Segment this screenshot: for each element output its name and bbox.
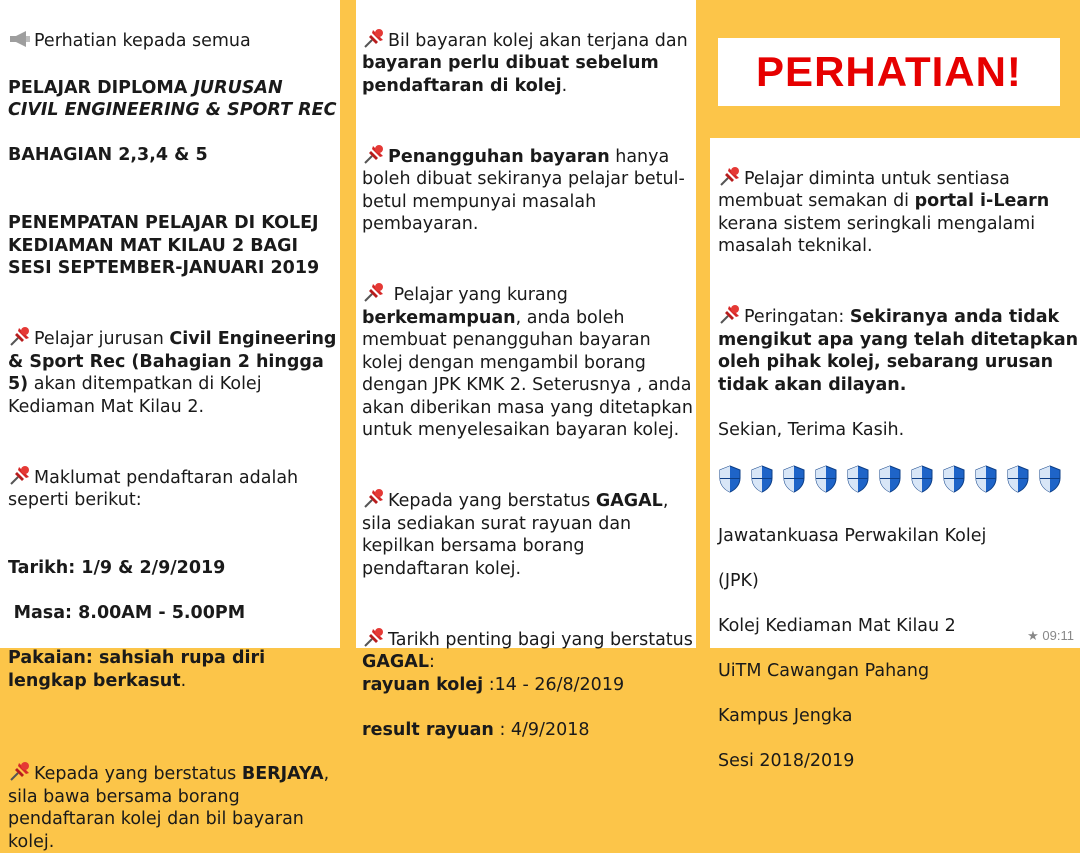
title-text: PERHATIAN!	[756, 48, 1022, 96]
p3-a: Pelajar yang kurang	[388, 285, 568, 305]
p1-b: bayaran perlu dibuat sebelum pendaftaran di kolej	[362, 53, 659, 96]
pushpin-icon	[8, 464, 32, 486]
rayuan-label: rayuan kolej	[362, 675, 483, 695]
p5-a: Tarikh penting bagi yang berstatus	[388, 630, 693, 650]
shield-icon	[974, 465, 998, 493]
p3-a: Kepada yang berstatus	[34, 764, 242, 784]
paragraph-5	[362, 603, 696, 764]
pushpin-icon	[362, 143, 386, 165]
paragraph-2	[8, 441, 340, 512]
masa-value: : 8.00AM - 5.00PM	[65, 603, 245, 623]
signature-block	[718, 503, 1080, 796]
message-column-3	[710, 138, 1080, 648]
sig-line-2: (JPK)	[718, 570, 1080, 593]
star-icon: ★	[1027, 628, 1039, 643]
p3-b: BERJAYA	[242, 764, 324, 784]
paragraph-2	[362, 120, 696, 236]
p1-b: portal i-Learn	[915, 191, 1050, 211]
pushpin-icon	[362, 281, 386, 303]
sig-line-1: Jawatankuasa Perwakilan Kolej	[718, 525, 1080, 548]
p4-a: Kepada yang berstatus	[388, 491, 596, 511]
shield-icon	[814, 465, 838, 493]
closing-text: Sekian, Terima Kasih.	[718, 419, 1080, 442]
p4-b: GAGAL	[596, 491, 663, 511]
pakaian-label: Pakaian	[8, 648, 86, 668]
shield-icon	[846, 465, 870, 493]
timestamp-text: 09:11	[1042, 628, 1074, 643]
paragraph-1	[8, 303, 340, 419]
headline-1-c: CIVIL ENGINEERING & SPORT REC	[8, 99, 340, 122]
pushpin-icon	[362, 27, 386, 49]
result-value: : 4/9/2018	[494, 720, 590, 740]
message-timestamp	[1027, 628, 1074, 644]
pushpin-icon	[718, 165, 742, 187]
pakaian-value: : sahsiah rupa diri lengkap berkasut	[8, 648, 265, 691]
paragraph-3	[362, 259, 696, 442]
p1-a: Bil bayaran kolej akan terjana dan	[388, 31, 688, 51]
shield-icon	[718, 465, 742, 493]
headline-2: PENEMPATAN PELAJAR DI KOLEJ KEDIAMAN MAT KILAU 2 BAGI SESI SEPTEMBER-JANUARI 2019	[8, 212, 340, 280]
intro-text: Perhatian kepada semua	[34, 31, 251, 51]
shield-icon	[878, 465, 902, 493]
p1-c: akan ditempatkan di Kolej Kediaman Mat Kilau 2.	[8, 374, 262, 417]
paragraph-1	[718, 142, 1080, 258]
pushpin-icon	[362, 487, 386, 509]
title-banner	[718, 38, 1060, 106]
pushpin-icon	[8, 325, 32, 347]
tarikh-value: : 1/9 & 2/9/2019	[68, 558, 225, 578]
p1-b: Civil Engineering & Sport Rec (Bahagian 2 hingga 5)	[8, 329, 336, 394]
intro-line	[8, 6, 340, 52]
shield-row	[718, 465, 1080, 493]
tarikh-label: Tarikh	[8, 558, 68, 578]
headline-1	[8, 54, 340, 189]
rayuan-value: :14 - 26/8/2019	[483, 675, 624, 695]
p1-c: kerana sistem seringkali mengalami masalah teknikal.	[718, 214, 1035, 257]
headline-1-d: BAHAGIAN 2,3,4 & 5	[8, 144, 340, 167]
p1-c: .	[562, 76, 568, 96]
megaphone-icon	[8, 29, 32, 49]
p2-text: Maklumat pendaftaran adalah seperti berikut:	[8, 468, 298, 511]
masa-label: Masa	[14, 603, 65, 623]
sig-line-4: UiTM Cawangan Pahang	[718, 660, 1080, 683]
p3-b: berkemampuan	[362, 308, 516, 328]
paragraph-3	[8, 738, 340, 853]
headline-1-b: JURUSAN	[193, 78, 282, 98]
p1-a: Pelajar diminta untuk sentiasa membuat semakan di	[718, 169, 1010, 212]
headline-1-a: PELAJAR DIPLOMA	[8, 78, 193, 98]
pushpin-icon	[362, 626, 386, 648]
pushpin-icon	[718, 303, 742, 325]
sig-line-5: Kampus Jengka	[718, 705, 1080, 728]
shield-icon	[1038, 465, 1062, 493]
shield-icon	[750, 465, 774, 493]
paragraph-2	[718, 281, 1080, 397]
p2-a: Peringatan:	[744, 307, 850, 327]
pushpin-icon	[8, 760, 32, 782]
message-column-1	[0, 0, 340, 648]
p5-b: GAGAL	[362, 652, 429, 672]
shield-icon	[942, 465, 966, 493]
shield-icon	[910, 465, 934, 493]
sig-line-6: Sesi 2018/2019	[718, 750, 1080, 773]
message-column-2	[356, 0, 696, 648]
sig-line-3: Kolej Kediaman Mat Kilau 2	[718, 615, 1080, 638]
result-label: result rayuan	[362, 720, 494, 740]
p4-c: , sila sediakan surat rayuan dan kepilkan bersama borang pendaftaran kolej.	[362, 491, 668, 579]
p3-c: , sila bawa bersama borang pendaftaran kolej dan bil bayaran kolej.	[8, 764, 329, 852]
p1-a: Pelajar jurusan	[34, 329, 169, 349]
p2-b: hanya boleh dibuat sekiranya pelajar betul-betul mempunyai masalah pembayaran.	[362, 147, 685, 235]
paragraph-1	[362, 4, 696, 97]
p5-c: :	[429, 652, 435, 672]
shield-icon	[1006, 465, 1030, 493]
paragraph-4	[362, 465, 696, 581]
p2-a: Penangguhan bayaran	[388, 147, 610, 167]
p3-c: , anda boleh membuat penangguhan bayaran kolej dengan mengambil borang dengan JPK KMK 2. Seterusnya , anda akan diberikan masa yang ditetapkan untuk menyelesaikan bayaran kolej.	[362, 308, 693, 441]
p2-b: Sekiranya anda tidak mengikut apa yang telah ditetapkan oleh pihak kolej, sebarang urusan tidak akan dilayan.	[718, 307, 1078, 395]
registration-details: Tarikh: 1/9 & 2/9/2019 Masa: 8.00AM - 5.00PM Pakaian: sahsiah rupa diri lengkap berkasut.	[8, 535, 340, 715]
shield-icon	[782, 465, 806, 493]
